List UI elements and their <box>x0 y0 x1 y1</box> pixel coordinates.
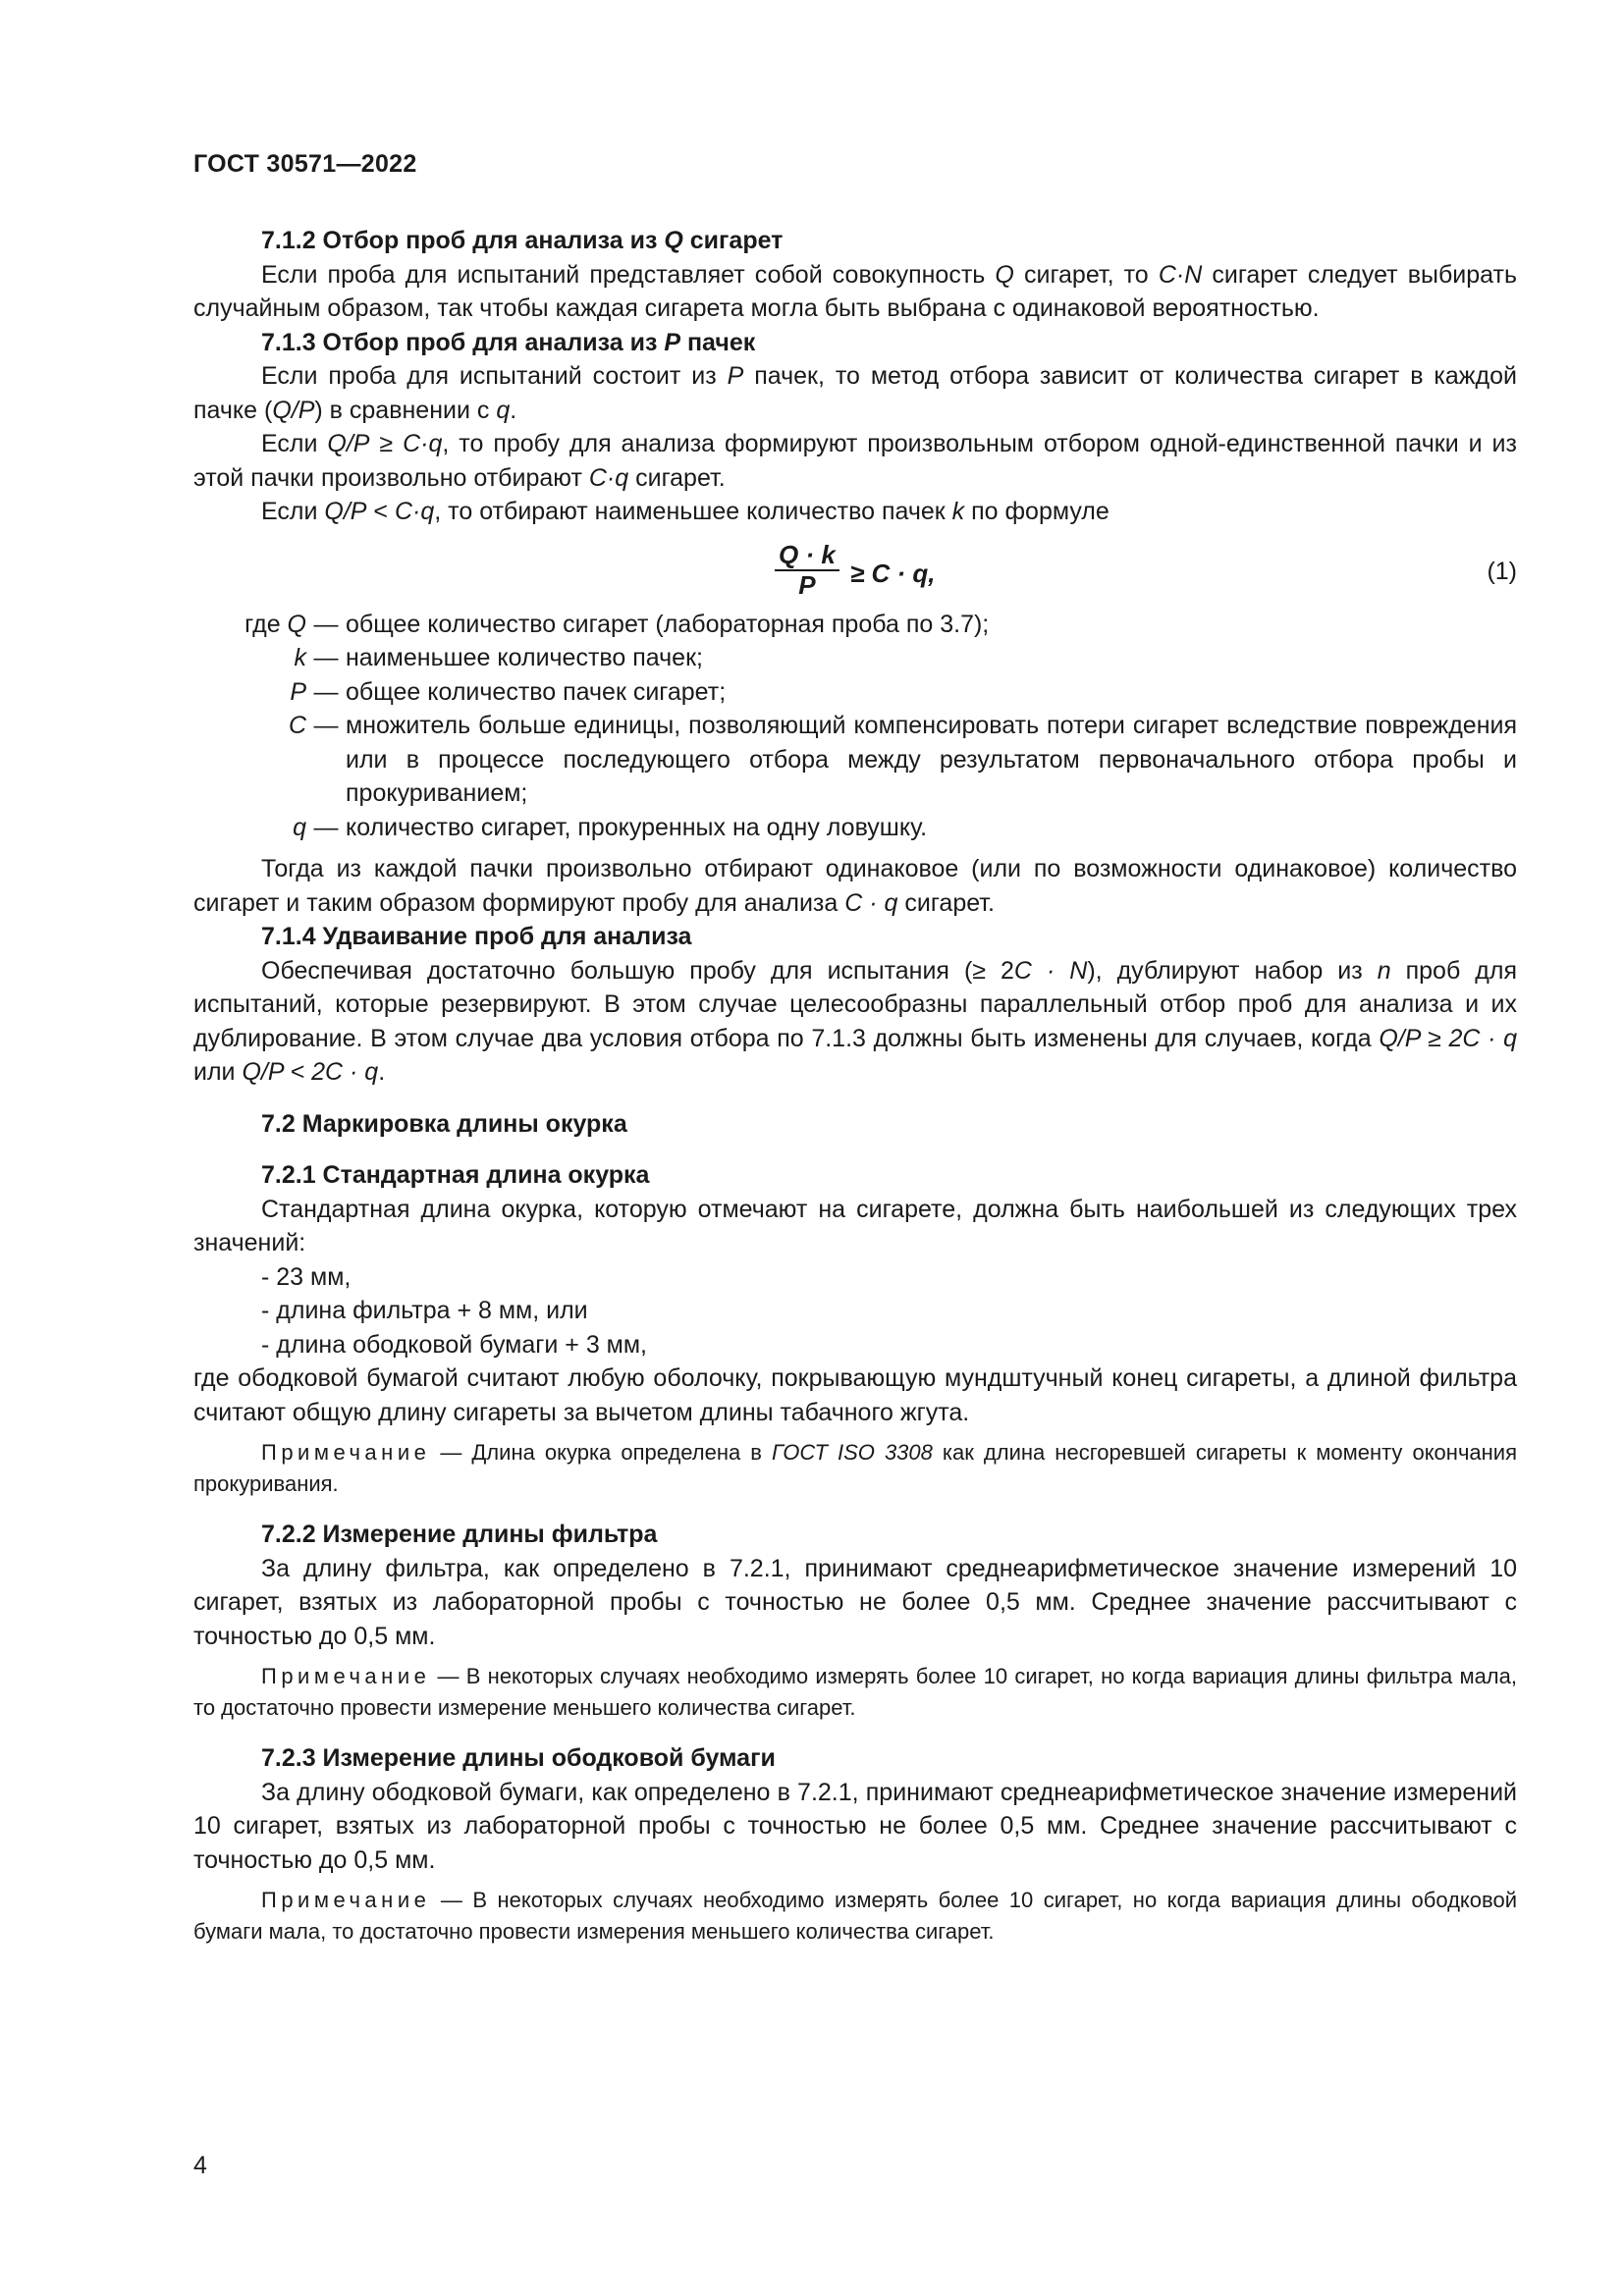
formula-fraction <box>775 541 839 600</box>
section-7-1-4-title: 7.1.4 Удваивание проб для анализа <box>261 923 692 950</box>
where-text: общее количество пачек сигарет; <box>346 677 727 706</box>
where-dash: — <box>313 677 339 706</box>
section-7-1-2-title: 7.1.2 Отбор проб для анализа из Q сигарет <box>261 227 784 254</box>
note-label: Примечание <box>261 1888 431 1912</box>
section-7-2-1-title: 7.2.1 Стандартная длина окурка <box>261 1161 650 1189</box>
section-7-2-1-paragraph-2: где ободковой бумагой считают любую оболочку, покрывающую мундштучный конец сигареты, а длиной фильтра считают общую длину сигареты за вычетом длины табачного жгута. <box>193 1364 1517 1426</box>
section-7-1-3-title: 7.1.3 Отбор проб для анализа из P пачек <box>261 328 756 356</box>
formula-numerator: Q · k <box>775 541 839 571</box>
section-7-1-2-paragraph: Если проба для испытаний представляет собой совокупность Q сигарет, то C·N сигарет следует выбирать случайным образом, так чтобы каждая сигарета могла быть выбрана с одинаковой вероятностью. <box>193 260 1517 322</box>
formula-1 <box>193 541 1517 602</box>
where-item <box>193 608 1517 642</box>
document-header: ГОСТ 30571—2022 <box>193 150 417 178</box>
where-symbol: k <box>294 644 306 671</box>
section-7-1-3-paragraph-1: Если проба для испытаний состоит из P пачек, то метод отбора зависит от количества сигарет в каждой пачке (Q/P) в сравнении с q. <box>193 362 1517 424</box>
where-text: количество сигарет, прокуренных на одну ловушку. <box>346 813 928 841</box>
list-item: - 23 мм, <box>261 1262 352 1291</box>
document-body <box>193 224 1517 1948</box>
section-7-2-3-title: 7.2.3 Измерение длины ободковой бумаги <box>261 1744 776 1772</box>
list-item: - длина фильтра + 8 мм, или <box>261 1297 588 1324</box>
section-7-1-3-paragraph-4: Тогда из каждой пачки произвольно отбирают одинаковое (или по возможности одинаковое) количество сигарет и таким образом формируют пробу для анализа C · q сигарет. <box>193 855 1517 917</box>
formula-number: (1) <box>1487 557 1517 585</box>
where-text: наименьшее количество пачек; <box>346 644 703 671</box>
section-7-2-3-note: Примечание — В некоторых случаях необходимо измерять более 10 сигарет, но когда вариация длины ободковой бумаги мала, то достаточно провести измерения меньшего количества сигарет. <box>193 1888 1517 1944</box>
where-dash: — <box>313 644 339 671</box>
section-7-2-title: 7.2 Маркировка длины окурка <box>261 1109 627 1138</box>
note-label: Примечание <box>261 1664 431 1688</box>
where-text: общее количество сигарет (лабораторная проба по 3.7); <box>346 610 990 638</box>
where-symbol: q <box>293 813 306 841</box>
where-item <box>193 675 1517 710</box>
where-symbol: P <box>290 677 306 706</box>
formula-rhs: ≥ C · q, <box>850 558 936 588</box>
where-item <box>193 811 1517 845</box>
where-dash: — <box>313 712 339 739</box>
section-7-1-3-paragraph-3: Если Q/P < C·q, то отбирают наименьшее количество пачек k по формуле <box>261 498 1110 525</box>
standard-reference: ГОСТ ISO 3308 <box>772 1440 933 1465</box>
section-7-2-2-paragraph: За длину фильтра, как определено в 7.2.1, принимают среднеарифметическое значение измерений 10 сигарет, взятых из лабораторной пробы с точностью не более 0,5 мм. Среднее значение рассчитывают с точностью до 0,5 мм. <box>193 1554 1517 1650</box>
where-item <box>193 709 1517 811</box>
section-7-2-2-title: 7.2.2 Измерение длины фильтра <box>261 1521 658 1548</box>
where-lead: где <box>244 610 288 638</box>
formula-denominator: P <box>798 569 816 600</box>
where-symbol: Q <box>287 610 306 638</box>
where-item <box>193 641 1517 675</box>
note-label: Примечание <box>261 1440 431 1465</box>
section-7-1-4-paragraph: Обеспечивая достаточно большую пробу для испытания (≥ 2C · N), дублируют набор из n проб для испытаний, которые резервируют. В этом случае целесообразны параллельный отбор проб для анализа и их дублирование. В этом случае два условия отбора по 7.1.3 должны быть изменены для случаев, когда Q/P ≥ 2C · q или Q/P < 2C · q. <box>193 956 1517 1086</box>
section-7-2-2-note: Примечание — В некоторых случаях необходимо измерять более 10 сигарет, но когда вариация длины фильтра мала, то достаточно провести измерение меньшего количества сигарет. <box>193 1664 1517 1720</box>
where-list <box>193 608 1517 845</box>
where-symbol: C <box>288 712 306 739</box>
where-text: множитель больше единицы, позволяющий компенсировать потери сигарет вследствие повреждения или в процессе последующего отбора между результатом первоначального отбора пробы и прокуриванием; <box>346 712 1517 807</box>
page-number: 4 <box>193 2152 207 2179</box>
where-dash: — <box>313 610 339 638</box>
section-7-1-3-paragraph-2: Если Q/P ≥ C·q, то пробу для анализа формируют произвольным отбором одной-единственной пачки и из этой пачки произвольно отбирают C·q сигарет. <box>193 430 1517 492</box>
section-7-2-1-note: Примечание — Длина окурка определена в ГОСТ ISO 3308 как длина несгоревшей сигареты к моменту окончания прокуривания. <box>193 1440 1517 1496</box>
section-7-2-3-paragraph: За длину ободковой бумаги, как определено в 7.2.1, принимают среднеарифметическое значение измерений 10 сигарет, взятых из лабораторной пробы с точностью не более 0,5 мм. Среднее значение рассчитывают с точностью до 0,5 мм. <box>193 1778 1517 1874</box>
list-item: - длина ободковой бумаги + 3 мм, <box>261 1330 647 1359</box>
section-7-2-1-paragraph-1: Стандартная длина окурка, которую отмечают на сигарете, должна быть наибольшей из следующих трех значений: <box>193 1195 1517 1256</box>
where-dash: — <box>313 813 339 841</box>
